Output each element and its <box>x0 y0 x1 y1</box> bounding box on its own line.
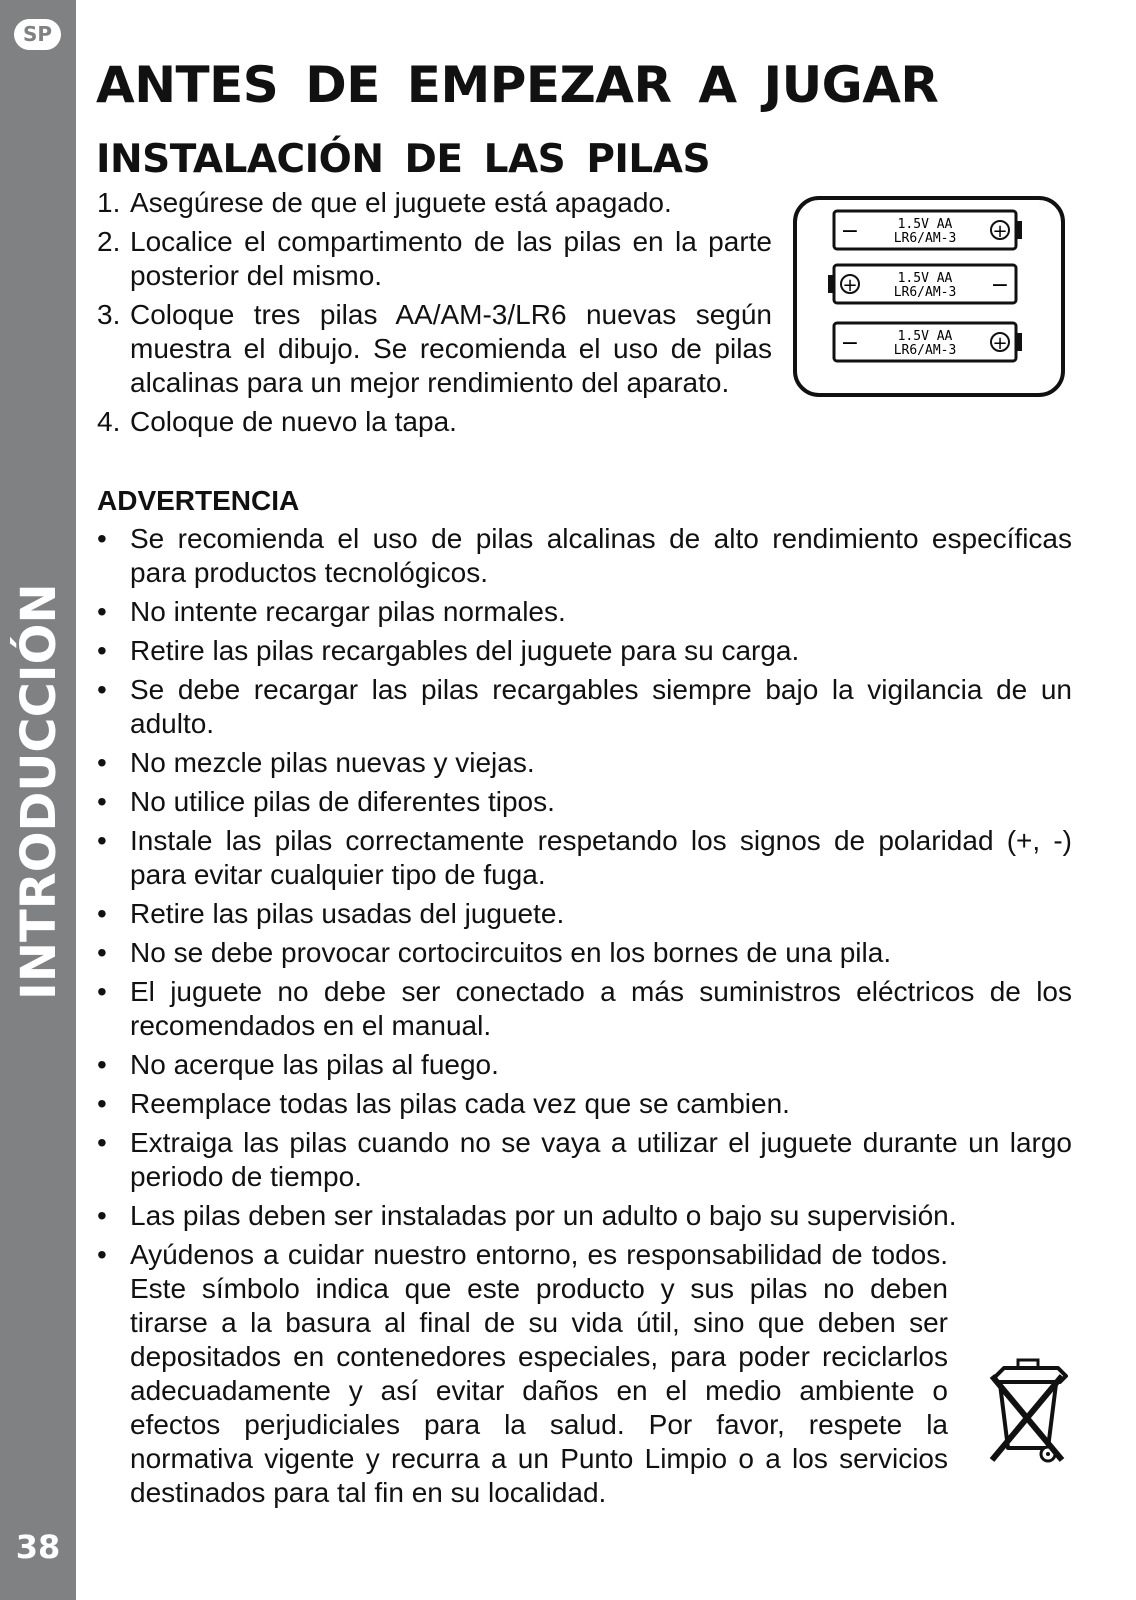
warning-item <box>97 673 1072 741</box>
warning-text: Retire las pilas usadas del juguete. <box>130 898 565 929</box>
section-subtitle: INSTALACIÓN DE LAS PILAS <box>96 137 711 182</box>
crossed-out-wheelie-bin-icon <box>984 1356 1070 1466</box>
bullet: • <box>97 1049 107 1080</box>
polarity-sign: + <box>992 333 1008 354</box>
sidebar <box>0 0 76 1600</box>
section-label: INTRODUCCIÓN <box>11 583 67 1000</box>
bullet: • <box>97 747 107 778</box>
bullet: • <box>97 635 107 666</box>
bullet: • <box>97 1127 107 1158</box>
warning-text: No utilice pilas de diferentes tipos. <box>130 786 555 817</box>
bullet: • <box>97 1200 107 1231</box>
step-text: Asegúrese de que el juguete está apagado. <box>130 187 672 218</box>
warning-item <box>97 1126 1072 1194</box>
step-number: 1. <box>97 187 121 218</box>
step-number: 3. <box>97 299 121 330</box>
bullet: • <box>97 523 107 554</box>
warning-item-recycling <box>97 1238 1072 1510</box>
language-badge: SP <box>14 19 61 50</box>
warning-text: No se debe provocar cortocircuitos en los bornes de una pila. <box>130 937 892 968</box>
recycling-symbol <box>962 1356 1072 1480</box>
page-number: 38 <box>15 1528 61 1566</box>
warning-item <box>97 634 1072 668</box>
polarity-sign: − <box>840 331 860 356</box>
warning-text: Se recomienda el uso de pilas alcalinas de alto rendimiento específicas para productos tecnológicos. <box>130 523 1072 588</box>
step-item <box>97 225 772 293</box>
warning-text: No acerque las pilas al fuego. <box>130 1049 499 1080</box>
battery-voltage-label: 1.5V AA <box>897 329 953 344</box>
polarity-sign: + <box>842 275 858 296</box>
warning-item <box>97 522 1072 590</box>
polarity-sign: − <box>840 219 860 244</box>
warning-text: Instale las pilas correctamente respetando los signos de polaridad (+, -) para evitar cualquier tipo de fuga. <box>130 825 1072 890</box>
battery-1 <box>834 211 1022 249</box>
installation-steps <box>97 186 772 444</box>
warning-list <box>97 522 1072 1515</box>
warning-item <box>97 595 1072 629</box>
bullet: • <box>97 674 107 705</box>
warning-item <box>97 785 1072 819</box>
warning-text: Las pilas deben ser instaladas por un adulto o bajo su supervisión. <box>130 1200 957 1231</box>
warning-text: El juguete no debe ser conectado a más suministros eléctricos de los recomendados en el manual. <box>130 976 1072 1041</box>
bullet: • <box>97 976 107 1007</box>
battery-3 <box>834 323 1022 361</box>
step-text: Coloque tres pilas AA/AM-3/LR6 nuevas según muestra el dibujo. Se recomienda el uso de pilas alcalinas para un mejor rendimiento del aparato. <box>130 299 772 398</box>
bullet: • <box>97 1088 107 1119</box>
bullet: • <box>97 1239 107 1270</box>
warning-item <box>97 824 1072 892</box>
battery-2 <box>828 265 1016 303</box>
warning-text: Extraiga las pilas cuando no se vaya a utilizar el juguete durante un largo periodo de tiempo. <box>130 1127 1072 1192</box>
polarity-sign: − <box>990 273 1010 298</box>
polarity-sign: + <box>992 221 1008 242</box>
step-text: Localice el compartimento de las pilas en la parte posterior del mismo. <box>130 226 772 291</box>
warning-item <box>97 1199 1072 1233</box>
step-text: Coloque de nuevo la tapa. <box>130 406 457 437</box>
bullet: • <box>97 596 107 627</box>
battery-voltage-label: 1.5V AA <box>897 217 953 232</box>
bullet: • <box>97 786 107 817</box>
warning-text: Retire las pilas recargables del juguete para su carga. <box>130 635 800 666</box>
bullet: • <box>97 937 107 968</box>
page-title: ANTES DE EMPEZAR A JUGAR <box>96 56 939 114</box>
battery-type-label: LR6/AM-3 <box>893 231 957 246</box>
battery-type-label: LR6/AM-3 <box>893 285 957 300</box>
step-item <box>97 298 772 400</box>
battery-terminal <box>1016 333 1022 351</box>
warning-item <box>97 1087 1072 1121</box>
warning-text: No mezcle pilas nuevas y viejas. <box>130 747 535 778</box>
warning-text: Ayúdenos a cuidar nuestro entorno, es responsabilidad de todos. Este símbolo indica que este producto y sus pilas no deben tirarse a la basura al final de su vida útil, sino que deben ser depositados en contenedores especiales, para poder reciclarlos adecuadamente y así evitar daños en el medio ambiente o efectos perjudiciales para la salud. Por favor, respete la normativa vigente y recurra a un Punto Limpio o a los servicios destinados para tal fin en su localidad. <box>130 1239 948 1508</box>
warning-heading: ADVERTENCIA <box>97 485 300 516</box>
warning-text: Reemplace todas las pilas cada vez que se cambien. <box>130 1088 790 1119</box>
battery-compartment-diagram <box>792 195 1068 399</box>
bullet: • <box>97 898 107 929</box>
warning-item <box>97 1048 1072 1082</box>
warning-item <box>97 897 1072 931</box>
battery-voltage-label: 1.5V AA <box>897 271 953 286</box>
step-item <box>97 405 772 439</box>
step-number: 2. <box>97 226 121 257</box>
warning-text: Se debe recargar las pilas recargables siempre bajo la vigilancia de un adulto. <box>130 674 1072 739</box>
bullet: • <box>97 825 107 856</box>
battery-type-label: LR6/AM-3 <box>893 343 957 358</box>
battery-terminal <box>1016 221 1022 239</box>
step-number: 4. <box>97 406 121 437</box>
warning-item <box>97 975 1072 1043</box>
warning-item <box>97 936 1072 970</box>
warning-text: No intente recargar pilas normales. <box>130 596 566 627</box>
warning-item <box>97 746 1072 780</box>
step-item <box>97 186 772 220</box>
